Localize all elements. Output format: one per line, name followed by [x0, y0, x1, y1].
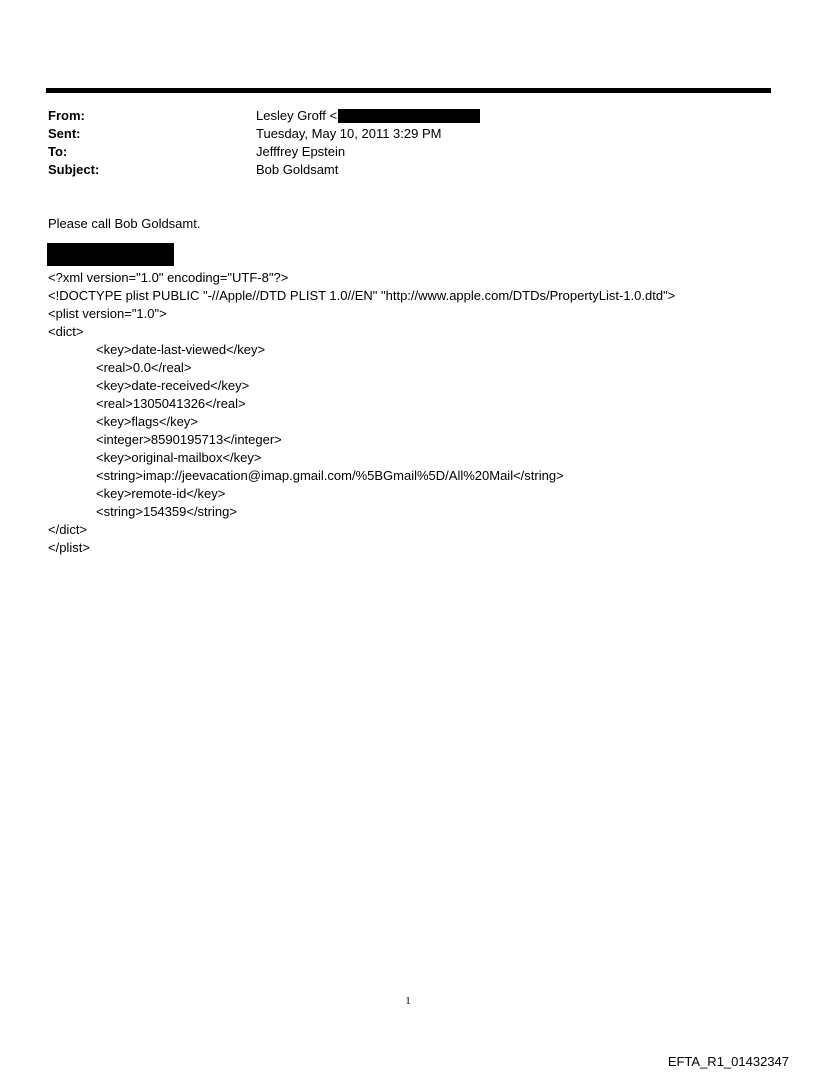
subject-label: Subject: — [48, 162, 100, 177]
xml-line: <key>remote-id</key> — [96, 486, 226, 501]
redaction-box — [338, 109, 480, 123]
xml-line: <real>1305041326</real> — [96, 396, 246, 411]
header-rule — [46, 88, 771, 93]
xml-line: </plist> — [48, 540, 90, 555]
page-number: 1 — [405, 995, 411, 1007]
xml-line: </dict> — [48, 522, 88, 537]
from-value — [256, 107, 480, 125]
xml-line: <?xml version="1.0" encoding="UTF-8"?> — [48, 270, 289, 285]
subject-value: Bob Goldsamt — [256, 162, 339, 177]
xml-line: <dict> — [48, 324, 84, 339]
xml-line: <!DOCTYPE plist PUBLIC "-//Apple//DTD PLIST 1.0//EN" "http://www.apple.com/DTDs/PropertyList-1.0.dtd"> — [48, 288, 676, 303]
xml-line: <real>0.0</real> — [96, 360, 192, 375]
plist-block — [48, 269, 675, 557]
signature-redaction — [47, 243, 174, 266]
xml-line: <key>original-mailbox</key> — [96, 450, 262, 465]
from-name: Lesley Groff < — [256, 108, 338, 123]
xml-line: <string>154359</string> — [96, 504, 237, 519]
from-label: From: — [48, 108, 85, 123]
xml-line: <key>date-last-viewed</key> — [96, 342, 266, 357]
xml-line: <key>flags</key> — [96, 414, 198, 429]
xml-line: <integer>8590195713</integer> — [96, 432, 282, 447]
message-body: Please call Bob Goldsamt. — [48, 216, 201, 231]
sent-label: Sent: — [48, 126, 81, 141]
xml-line: <plist version="1.0"> — [48, 306, 167, 321]
to-label: To: — [48, 144, 68, 159]
sent-value: Tuesday, May 10, 2011 3:29 PM — [256, 126, 442, 141]
document-id: EFTA_R1_01432347 — [667, 1054, 789, 1069]
xml-line: <key>date-received</key> — [96, 378, 250, 393]
xml-line: <string>imap://jeevacation@imap.gmail.com/%5BGmail%5D/All%20Mail</string> — [96, 468, 564, 483]
to-value: Jefffrey Epstein — [256, 144, 346, 159]
